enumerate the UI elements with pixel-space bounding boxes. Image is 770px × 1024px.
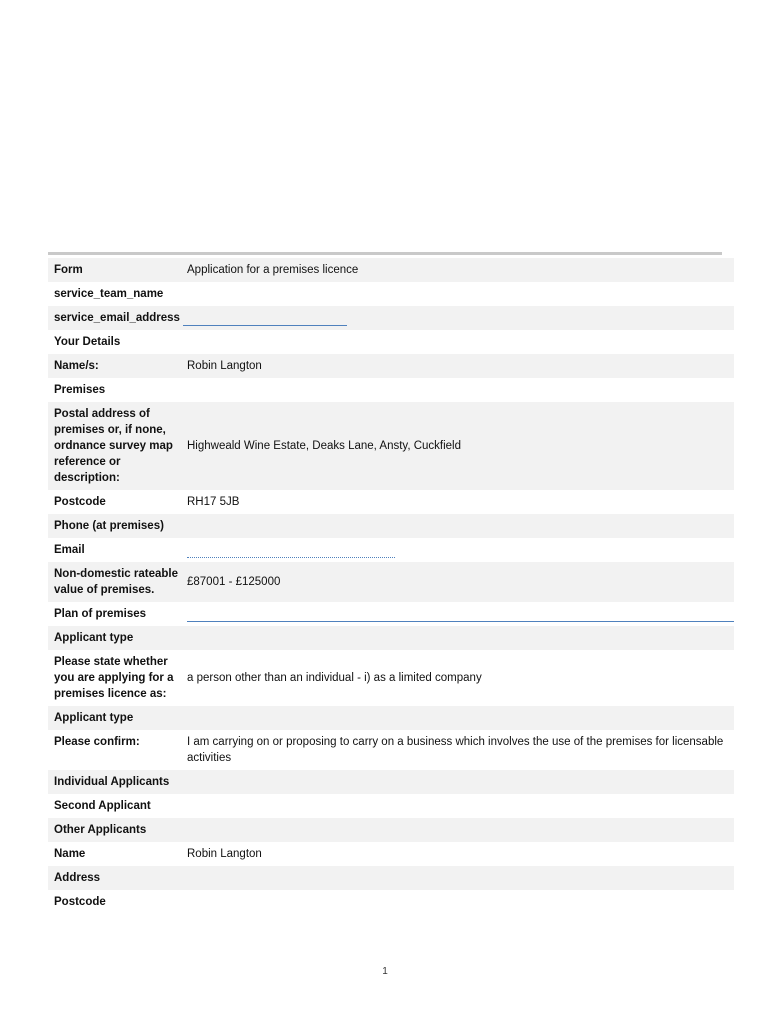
row-label: Premises: [54, 384, 106, 396]
row-value: [183, 330, 734, 354]
row-label: Postal address of premises or, if none, ordnance survey map reference or description:: [48, 402, 183, 490]
top-divider: [48, 252, 722, 255]
row-rateable-value: [48, 562, 734, 602]
row-value: Application for a premises licence: [183, 258, 734, 282]
row-value: [183, 514, 734, 538]
row-label: Plan of premises: [54, 608, 147, 620]
row-label: Form: [48, 258, 183, 282]
row-second-applicant: [48, 794, 734, 818]
link-underline[interactable]: [187, 621, 734, 622]
row-postcode: [48, 490, 734, 514]
row-postal-address: [48, 402, 734, 490]
row-phone: [48, 514, 734, 538]
row-value: Highweald Wine Estate, Deaks Lane, Ansty, Cuckfield: [183, 402, 734, 490]
row-applying-as: [48, 650, 734, 706]
row-label: Individual Applicants: [48, 770, 183, 794]
row-label: service_email_address: [48, 306, 183, 330]
row-names: [48, 354, 734, 378]
row-service-team-name: [48, 282, 734, 306]
row-label: Non-domestic rateable value of premises.: [48, 562, 183, 602]
row-value: [183, 818, 734, 842]
row-label: Name/s:: [48, 354, 183, 378]
row-label: Address: [48, 866, 183, 890]
row-value: [183, 890, 734, 914]
row-label: Email: [54, 544, 85, 556]
row-label: Please state whether you are applying for a premises licence as:: [54, 656, 174, 700]
row-label: service_team_name: [54, 288, 164, 300]
row-value: RH17 5JB: [187, 496, 240, 508]
row-applicant-type-2: [48, 706, 734, 730]
row-value: [183, 378, 734, 402]
email-link-field[interactable]: [183, 306, 734, 330]
plan-link-field[interactable]: [183, 602, 734, 626]
row-email: [48, 538, 734, 562]
row-label: Other Applicants: [48, 818, 183, 842]
row-individual-applicants: [48, 770, 734, 794]
row-applicant-type: [48, 626, 734, 650]
row-value: [183, 626, 734, 650]
row-value: Robin Langton: [187, 848, 262, 860]
row-service-email-address: [48, 306, 734, 330]
row-premises: [48, 378, 734, 402]
email-link-field[interactable]: [183, 538, 734, 562]
link-underline[interactable]: [187, 557, 395, 558]
row-label: Postcode: [54, 496, 106, 508]
row-value: a person other than an individual - i) as a limited company: [187, 672, 482, 684]
row-label: Your Details: [54, 336, 121, 348]
row-label: Please confirm:: [54, 736, 140, 748]
row-label: Name: [54, 848, 86, 860]
row-postcode-2: [48, 890, 734, 914]
row-label: Applicant type: [48, 706, 183, 730]
link-underline[interactable]: [183, 325, 347, 326]
row-value: [183, 794, 734, 818]
row-other-applicants: [48, 818, 734, 842]
row-label: Second Applicant: [54, 800, 151, 812]
application-form-table: [48, 258, 734, 914]
row-please-confirm: [48, 730, 734, 770]
row-plan-of-premises: [48, 602, 734, 626]
page-number: 1: [382, 966, 388, 977]
row-value: [183, 282, 734, 306]
row-value: [183, 706, 734, 730]
row-your-details: [48, 330, 734, 354]
row-address: [48, 866, 734, 890]
row-label: Phone (at premises): [48, 514, 183, 538]
row-value: [183, 866, 734, 890]
row-value: [183, 770, 734, 794]
row-value: Robin Langton: [183, 354, 734, 378]
row-label: Postcode: [54, 896, 106, 908]
row-value: I am carrying on or proposing to carry on a business which involves the use of the premises for licensable activities: [187, 736, 724, 764]
row-value: £87001 - £125000: [183, 562, 734, 602]
row-label: Applicant type: [48, 626, 183, 650]
row-name: [48, 842, 734, 866]
row-form: [48, 258, 734, 282]
